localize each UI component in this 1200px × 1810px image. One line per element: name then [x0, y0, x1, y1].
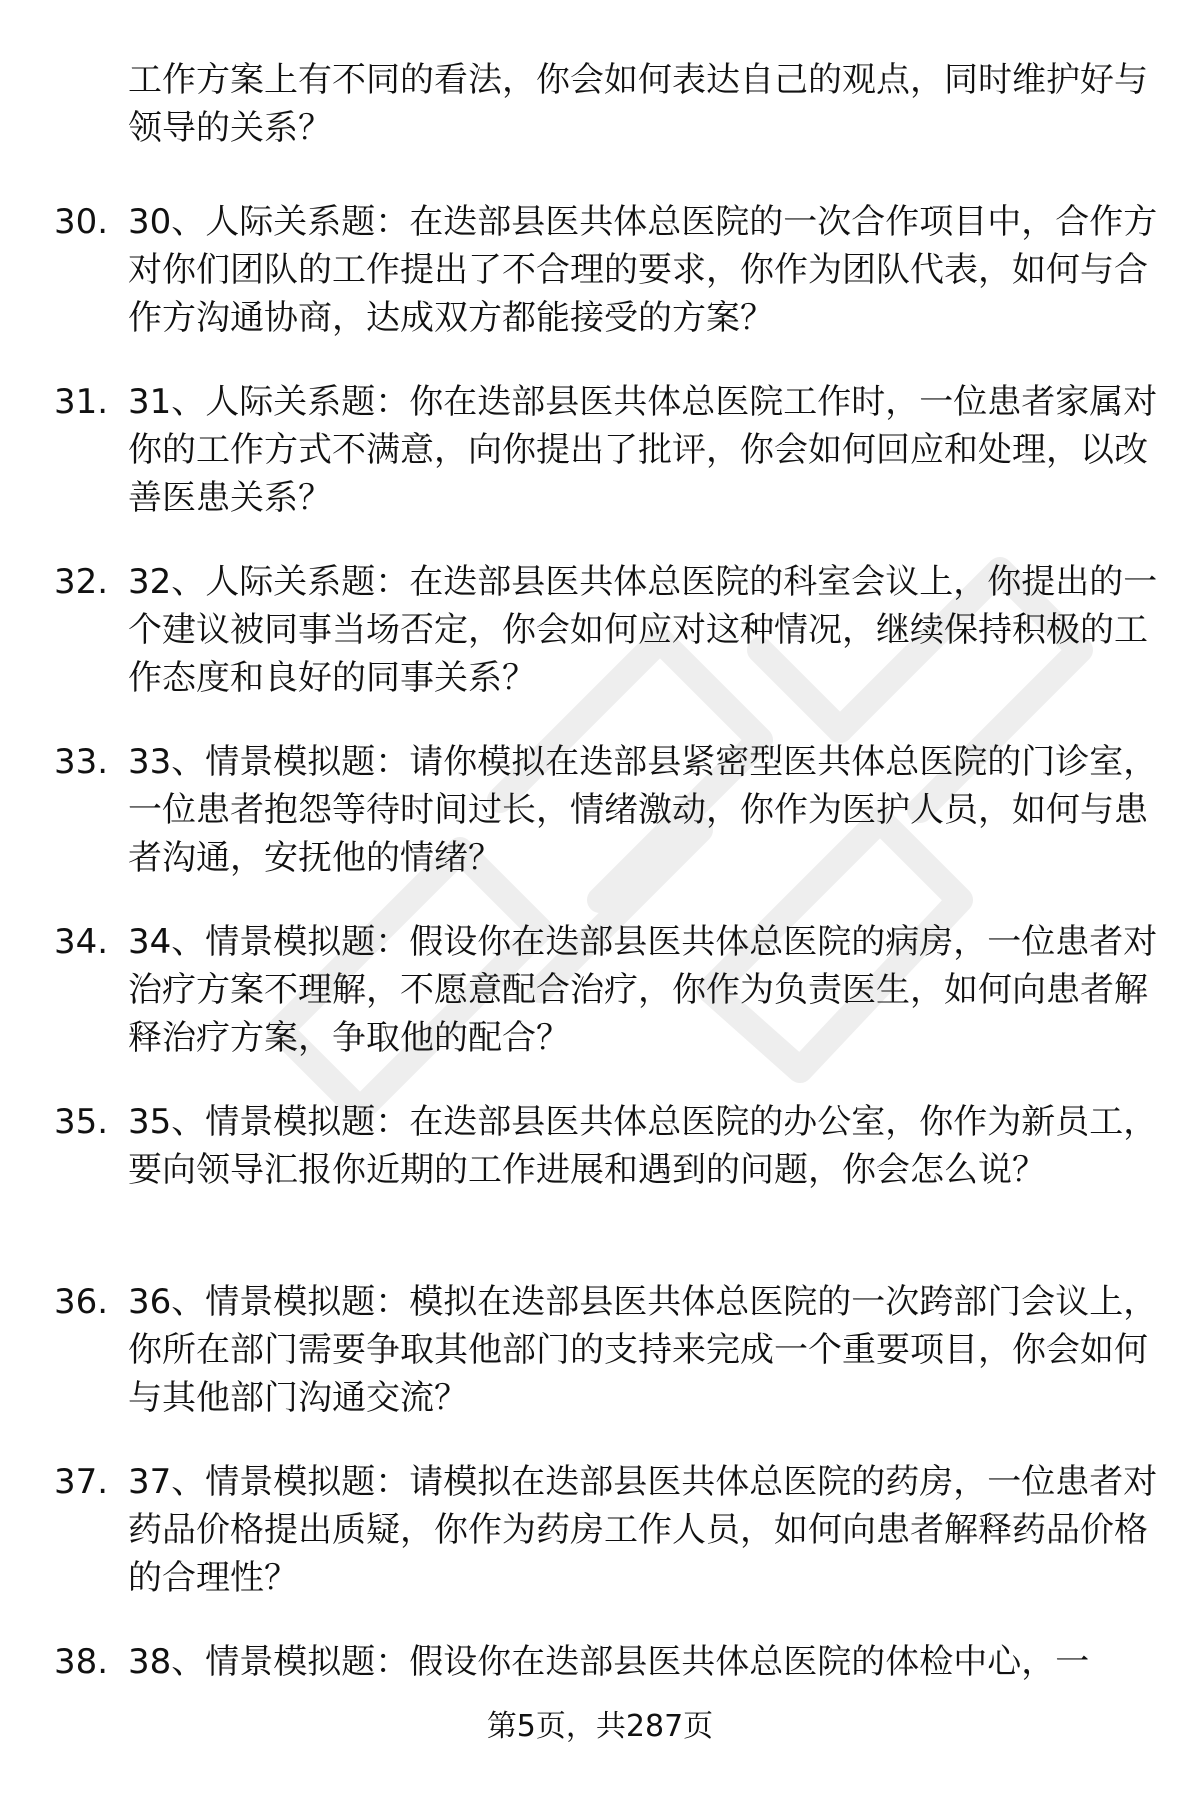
question-number: 32.	[54, 562, 109, 602]
question-number: 31.	[54, 382, 109, 422]
question-number: 33.	[54, 742, 109, 782]
list-item	[0, 1270, 1200, 1450]
question-text: 32、人际关系题：在迭部县医共体总医院的科室会议上，你提出的一个建议被同事当场否定，你会如何应对这种情况，继续保持积极的工作态度和良好的同事关系？	[128, 562, 1158, 698]
question-list	[0, 190, 1200, 1810]
question-number: 38.	[54, 1642, 109, 1682]
list-item	[0, 550, 1200, 730]
page-footer: 第5页，共287页	[486, 1709, 714, 1744]
list-item	[0, 1450, 1200, 1630]
question-number: 36.	[54, 1282, 109, 1322]
question-text: 38、情景模拟题：假设你在迭部县医共体总医院的体检中心，一	[128, 1642, 1090, 1682]
question-text: 37、情景模拟题：请模拟在迭部县医共体总医院的药房，一位患者对药品价格提出质疑，你作为药房工作人员，如何向患者解释药品价格的合理性？	[128, 1462, 1158, 1598]
list-item	[0, 910, 1200, 1090]
question-number: 30.	[54, 202, 109, 242]
question-text: 30、人际关系题：在迭部县医共体总医院的一次合作项目中，合作方对你们团队的工作提出了不合理的要求，你作为团队代表，如何与合作方沟通协商，达成双方都能接受的方案？	[128, 202, 1158, 338]
list-item	[0, 730, 1200, 910]
question-text: 35、情景模拟题：在迭部县医共体总医院的办公室，你作为新员工，要向领导汇报你近期的工作进展和遇到的问题，你会怎么说？	[128, 1102, 1158, 1190]
question-text: 31、人际关系题：你在迭部县医共体总医院工作时，一位患者家属对你的工作方式不满意，向你提出了批评，你会如何回应和处理，以改善医患关系？	[128, 382, 1158, 518]
list-item	[0, 190, 1200, 370]
question-number: 34.	[54, 922, 109, 962]
intro-text: 工作方案上有不同的看法，你会如何表达自己的观点，同时维护好与领导的关系？	[128, 60, 1148, 148]
question-number: 35.	[54, 1102, 109, 1142]
question-number: 37.	[54, 1462, 109, 1502]
list-item	[0, 370, 1200, 550]
question-text: 36、情景模拟题：模拟在迭部县医共体总医院的一次跨部门会议上，你所在部门需要争取其他部门的支持来完成一个重要项目，你会如何与其他部门沟通交流？	[128, 1282, 1158, 1418]
question-text: 33、情景模拟题：请你模拟在迭部县紧密型医共体总医院的门诊室，一位患者抱怨等待时间过长，情绪激动，你作为医护人员，如何与患者沟通，安抚他的情绪？	[128, 742, 1158, 878]
list-item	[0, 1090, 1200, 1270]
question-text: 34、情景模拟题：假设你在迭部县医共体总医院的病房，一位患者对治疗方案不理解，不愿意配合治疗，你作为负责医生，如何向患者解释治疗方案，争取他的配合？	[128, 922, 1158, 1058]
